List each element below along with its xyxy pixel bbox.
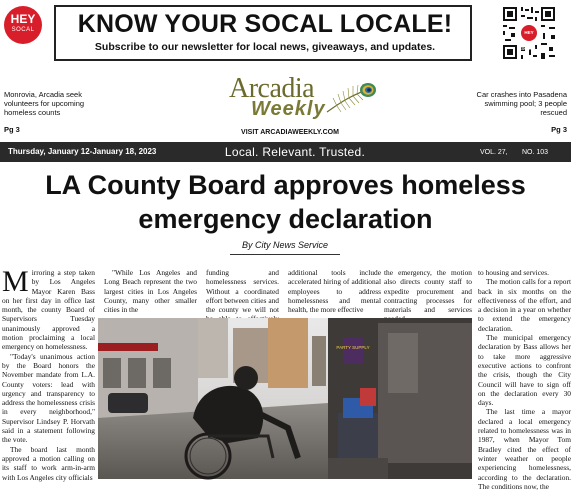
right-teaser-page: Pg 3	[551, 125, 567, 134]
party-supply-sign: PARTY SUPPLY	[336, 345, 370, 350]
paragraph: to housing and services.	[478, 268, 550, 277]
issue-date-bar	[0, 142, 571, 162]
logo-weekly: Weekly	[251, 98, 326, 120]
visit-website-link[interactable]: VISIT ARCADIAWEEKLY.COM	[241, 129, 339, 136]
article-headline[interactable]: LA County Board approves homeless emergency declaration	[45, 170, 526, 234]
article-column-4	[288, 268, 381, 318]
article-column-6	[478, 268, 571, 491]
issue-number: NO. 103	[522, 149, 549, 156]
paragraph: The board last month approved a motion calling on its staff to work arm-in-arm with Los Angeles city officials	[2, 444, 95, 482]
paragraph	[2, 265, 95, 352]
article-column-2	[104, 268, 197, 318]
newsletter-banner[interactable]	[0, 0, 571, 66]
article-column-1	[2, 265, 95, 482]
paragraph: "Today's unanimous action by the Board honors the November mandate from L.A. County voters: lead with urgency and transparency to address the homelessness crisis in every neighborhood," Supervisor Lindsey P. Horvath said in a statement following the vote.	[2, 351, 95, 445]
peacock-feather-icon	[325, 76, 377, 116]
banner-title: KNOW YOUR SOCAL LOCALE!	[77, 10, 453, 38]
article-photo[interactable]	[98, 318, 472, 479]
paragraph: additional tools include accelerated hiring of additional employees to address homelessness and mental health, the more effective	[288, 268, 381, 315]
paragraph: The last time a mayor declared a local emergency related to homelessness was in 1987, when Mayor Tom Bradley cited the effect of winter weather on people experiencing homelessness, according to the declaration. The conditions now, the	[478, 407, 571, 491]
paragraph-text: irroring a step taken by Los Angeles Mayor Karen Bass on her first day in office last month, the county Board of Supervisors Tuesday unanimously approved a motion proclaiming a local emergency on homelessness.	[2, 268, 95, 352]
qr-badge: HEY SOCAL	[521, 25, 537, 41]
hey-logo-text: HEY	[10, 12, 36, 26]
arcadia-weekly-logo[interactable]	[229, 74, 369, 126]
hey-logo-subtext: SOCAL	[11, 27, 35, 33]
hey-socal-logo[interactable]	[4, 6, 42, 44]
left-teaser[interactable]	[4, 90, 104, 134]
article-byline: By City News Service	[230, 240, 340, 255]
left-teaser-page: Pg 3	[4, 125, 20, 134]
paragraph: The motion calls for a report back in six months on the effectiveness of the effort, and a decision in a year on whether to extend the emergency declaration.	[478, 277, 571, 333]
drop-cap: M	[2, 265, 29, 298]
qr-code[interactable]	[501, 5, 557, 61]
tagline: Local. Relevant. Trusted.	[224, 145, 366, 159]
right-teaser-text: Car crashes into Pasadena swimming pool; 3 people rescued	[476, 90, 567, 117]
logo-arcadia: Arcadia	[229, 73, 315, 104]
paragraph: "While Los Angeles and Long Beach represent the two largest cities in Los Angeles County, many other smaller cities in the	[104, 268, 197, 315]
issue-date: Thursday, January 12-January 18, 2023	[8, 147, 157, 156]
banner-subtitle: Subscribe to our newsletter for local news, giveaways, and updates.	[94, 41, 436, 53]
volume-number: VOL. 27,	[480, 149, 508, 156]
paragraph: The municipal emergency declaration by Bass allows her to take more aggressive executive actions to confront the crisis, though the City Council will have to sign off on the declaration every 30 days.	[478, 333, 571, 408]
left-teaser-text: Monrovia, Arcadia seek volunteers for upcoming homeless counts	[4, 90, 85, 117]
article-column-5	[384, 268, 472, 318]
article-column-3	[206, 268, 279, 318]
street-scene-image	[98, 318, 472, 479]
paragraph: funding and homelessness services. Without a coordinated effort between cities and the county we will not	[206, 268, 279, 315]
right-teaser[interactable]	[467, 90, 567, 134]
paragraph: the emergency, the motion also directs county staff to expedite procurement and contracting processes for materials and services	[384, 268, 472, 315]
